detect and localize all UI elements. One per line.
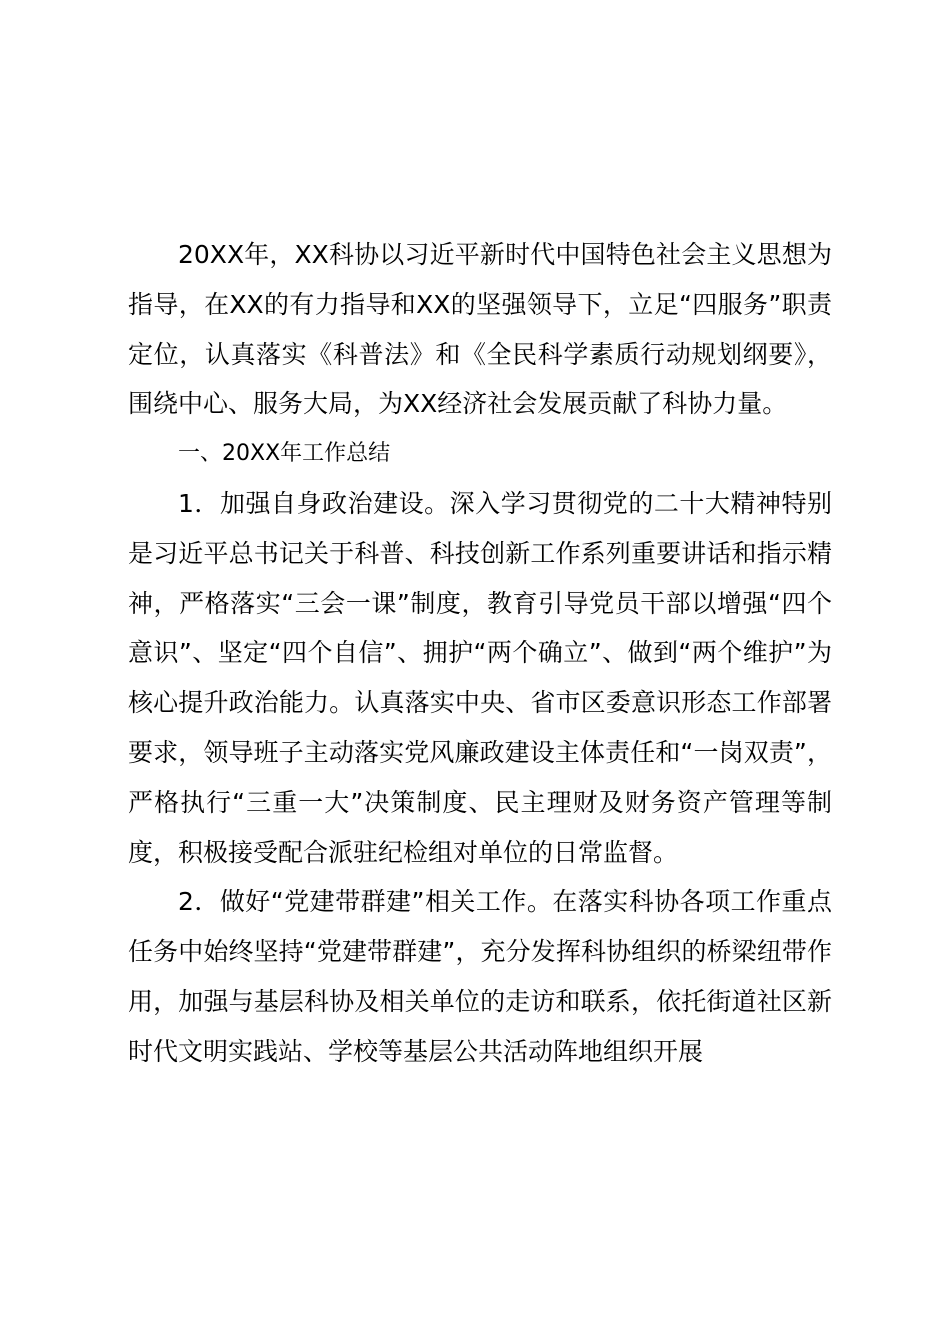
intro-paragraph: 20XX年，XX科协以习近平新时代中国特色社会主义思想为指导，在XX的有力指导和XX的坚强领导下，立足“四服务”职责定位，认真落实《科普法》和《全民科学素质行动规划纲要》，围绕中心、服务大局，为XX经济社会发展贡献了科协力量。: [128, 240, 832, 419]
section-heading: 一、20XX年工作总结: [178, 441, 391, 467]
item-1-paragraph: 1．加强自身政治建设。深入学习贯彻党的二十大精神特别是习近平总书记关于科普、科技创新工作系列重要讲话和指示精神，严格落实“三会一课”制度，教育引导党员干部以增强“四个意识”、坚定“四个自信”、拥护“两个确立”、做到“两个维护”为核心提升政治能力。认真落实中央、省市区委意识形态工作部署要求，领导班子主动落实党风廉政建设主体责任和“一岗双责”，严格执行“三重一大”决策制度、民主理财及财务资产管理等制度，积极接受配合派驻纪检组对单位的日常监督。: [128, 488, 832, 867]
item-2-paragraph: 2．做好“党建带群建”相关工作。在落实科协各项工作重点任务中始终坚持“党建带群建”，充分发挥科协组织的桥梁纽带作用，加强与基层科协及相关单位的走访和联系，依托街道社区新时代文明实践站、学校等基层公共活动阵地组织开展: [128, 887, 832, 1066]
document-body: [128, 230, 832, 1077]
